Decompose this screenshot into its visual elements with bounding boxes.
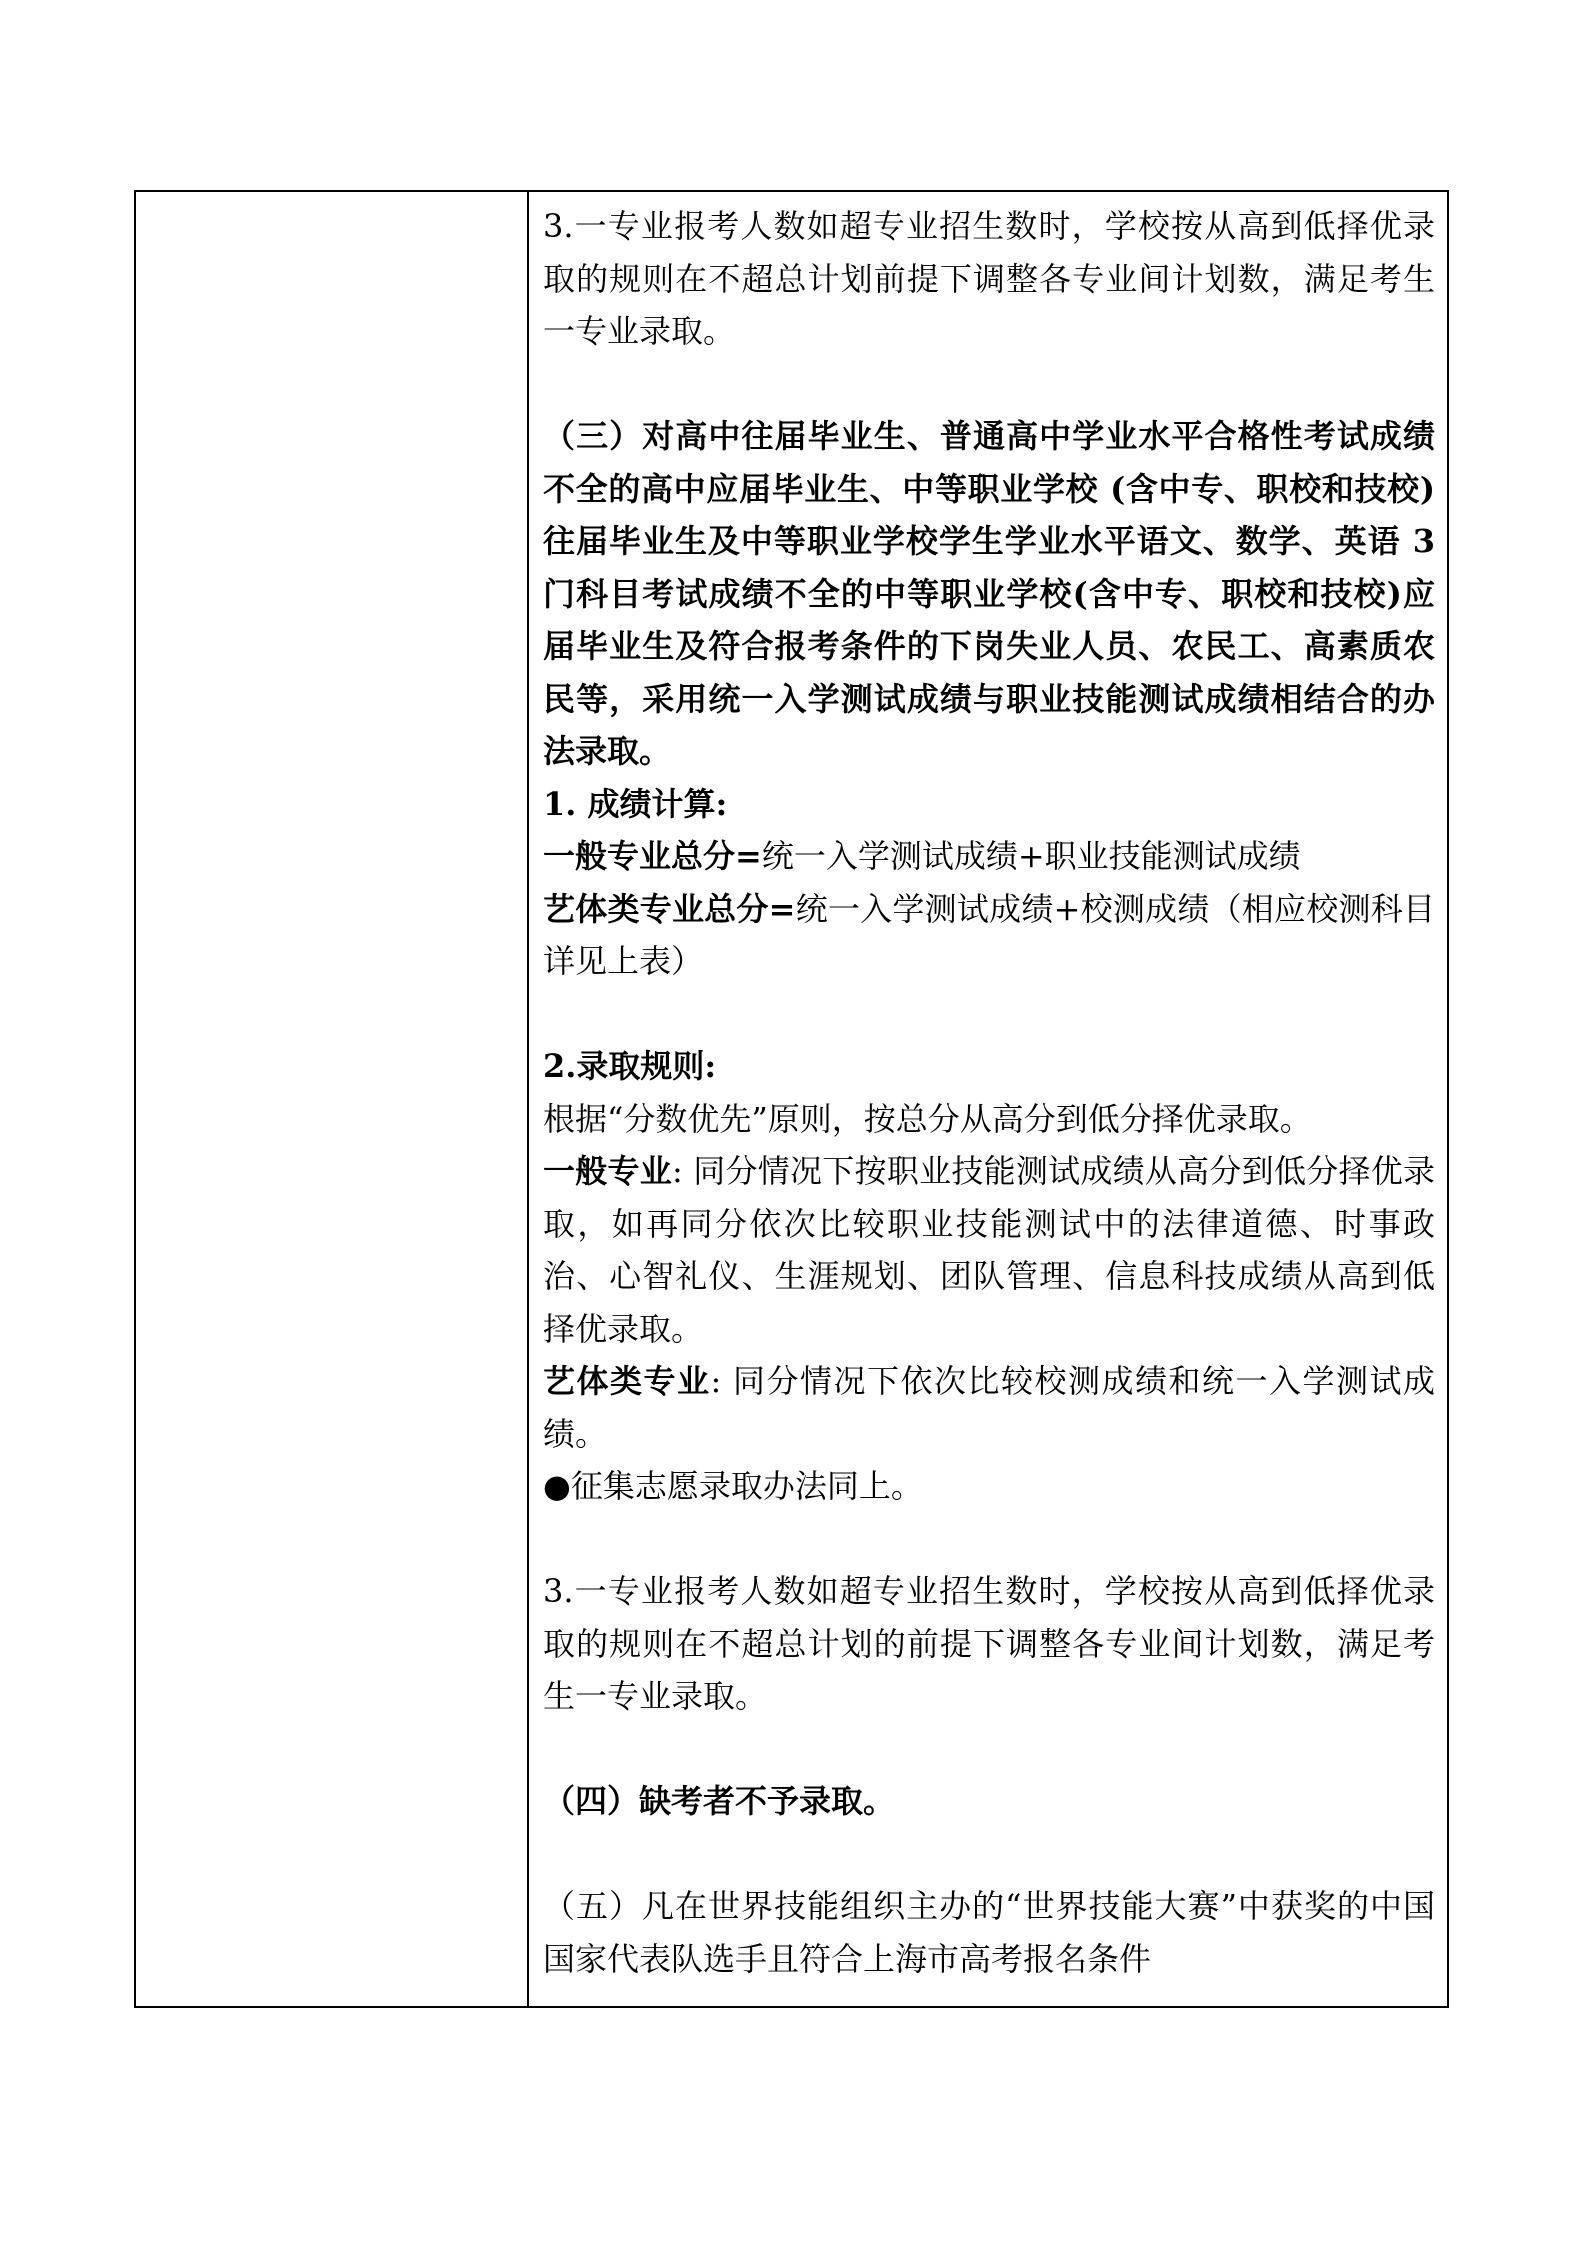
- general-major-rule: [543, 1145, 1435, 1355]
- section-five: （五）凡在世界技能组织主办的“世界技能大赛”中获奖的中国国家代表队选手且符合上海市高考报名条件: [543, 1887, 1435, 1978]
- arts-total-line: [543, 883, 1435, 988]
- right-column-cell: [529, 192, 1447, 2006]
- arts-major-rule: [543, 1355, 1435, 1460]
- section-three-heading: （三）对高中往届毕业生、普通高中学业水平合格性考试成绩不全的高中应届毕业生、中等职业学校 (含中专、职校和技校)往届毕业生及中等职业学校学生学业水平语文、数学、英语 3 门科目考试成绩不全的中等职业学校(含中专、职校和技校)应届毕业生及符合报考条件的下岗失业人员、农民工、高素质农民等，采用统一入学测试成绩与职业技能测试成绩相结合的办法录取。: [543, 417, 1435, 770]
- general-major-text: : 同分情况下按职业技能测试成绩从高分到低分择优录取，如再同分依次比较职业技能测试中的法律道德、时事政治、心智礼仪、生涯规划、团队管理、信息科技成绩从高到低择优录取。: [543, 1152, 1435, 1348]
- general-total-text: 统一入学测试成绩+职业技能测试成绩: [761, 837, 1301, 875]
- arts-total-label: 艺体类专业总分=: [543, 889, 796, 928]
- quota-adjust-paragraph: 3.一专业报考人数如超专业招生数时，学校按从高到低择优录取的规则在不超总计划前提下调整各专业间计划数，满足考生一专业录取。: [543, 207, 1435, 350]
- general-total-line: [543, 830, 1435, 883]
- arts-major-text: : 同分情况下依次比较校测成绩和统一入学测试成绩。: [543, 1362, 1435, 1453]
- spacer: [543, 358, 1435, 411]
- arts-total-text: 统一入学测试成绩+校测成绩（相应校测科目详见上表）: [543, 889, 1435, 980]
- spacer: [543, 1723, 1435, 1776]
- quota-adjust-paragraph-2: 3.一专业报考人数如超专业招生数时，学校按从高到低择优录取的规则在不超总计划的前提下调整各专业间计划数，满足考生一专业录取。: [543, 1572, 1435, 1715]
- spacer: [543, 1828, 1435, 1881]
- admission-rules-intro: 根据“分数优先”原则，按总分从高分到低分择优录取。: [543, 1099, 1312, 1138]
- left-column-cell: [136, 192, 529, 2006]
- spacer: [543, 1513, 1435, 1566]
- arts-major-label: 艺体类专业: [543, 1362, 711, 1400]
- general-total-label: 一般专业总分=: [543, 837, 762, 875]
- spacer: [543, 988, 1435, 1041]
- supplementary-admission-note: ●征集志愿录取办法同上。: [543, 1467, 923, 1505]
- admission-rules-label: 2.录取规则:: [543, 1047, 717, 1085]
- section-four: （四）缺考者不予录取。: [543, 1782, 896, 1820]
- score-calculation-label: 1. 成绩计算:: [543, 784, 728, 823]
- general-major-label: 一般专业: [543, 1152, 673, 1190]
- document-table: [134, 190, 1449, 2008]
